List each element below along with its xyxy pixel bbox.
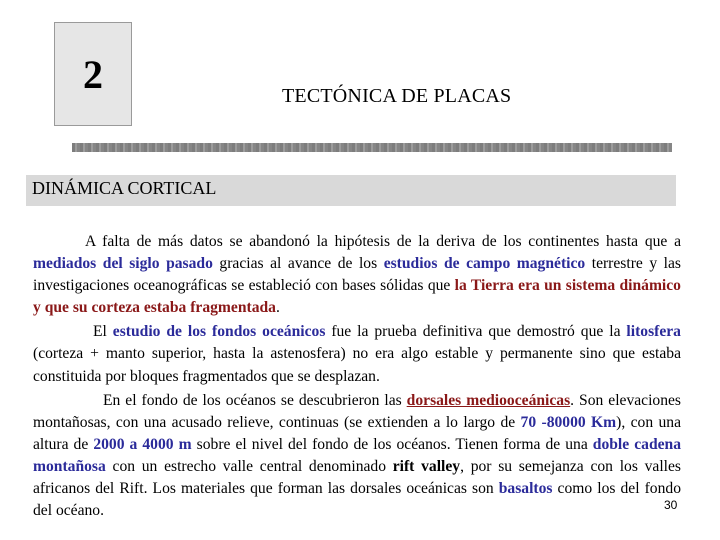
- keyword-fondos-oceanicos: estudio de los fondos oceánicos: [112, 323, 326, 341]
- text-run: terrestre y las investigaciones oceanográficas se estableció con bases sólidas que: [33, 255, 681, 295]
- keyword-tierra-dinamica: la Tierra era un sistema dinámico y que su corteza estaba fragmentada: [33, 277, 681, 317]
- page-title: TECTÓNICA DE PLACAS: [282, 85, 512, 107]
- page-number: 30: [664, 498, 678, 512]
- paragraph-3: [33, 390, 681, 523]
- keyword-dorsales: dorsales mediooceánicas: [406, 391, 571, 409]
- text-run: A falta de más datos se abandonó la hipótesis de la deriva de los continentes hasta que a: [85, 233, 681, 250]
- text-run: ), con una altura de: [33, 413, 682, 453]
- text-run: como los del fondo del océano.: [33, 480, 681, 520]
- chapter-number: 2: [83, 51, 103, 97]
- keyword-longitud: 70 -80000 Km: [520, 413, 617, 431]
- text-run: fue la prueba definitiva que demostró que la: [325, 323, 627, 341]
- text-run: sobre el nivel del fondo de los océanos. Tienen forma de una: [191, 435, 593, 453]
- text-run: El: [93, 323, 113, 341]
- text-run: , por su semejanza con los valles africanos del Rift. Los materiales que forman las dorsales oceánicas son: [33, 457, 681, 498]
- text-run: (corteza + manto superior, hasta la astenosfera) no era algo estable y permanente sino que estaba constituida por bloques fragmentados que se desplazan.: [33, 345, 681, 385]
- keyword-altura: 2000 a 4000 m: [93, 435, 192, 453]
- body-text: [33, 231, 681, 522]
- keyword-mediados: mediados del siglo pasado: [33, 255, 213, 273]
- keyword-litosfera: litosfera: [626, 323, 681, 341]
- title-divider: [72, 143, 672, 152]
- keyword-doble-cadena: doble cadena montañosa: [33, 435, 682, 475]
- text-run: .: [275, 299, 280, 317]
- keyword-basaltos: basaltos: [498, 480, 553, 498]
- keyword-campo-magnetico: estudios de campo magnético: [383, 255, 586, 273]
- section-header-band: [26, 175, 676, 206]
- text-run: . Son elevaciones montañosas, con una acusado relieve, continuas (se extienden a lo largo de: [33, 391, 682, 431]
- section-heading: DINÁMICA CORTICAL: [32, 178, 217, 198]
- paragraph-1: [33, 231, 681, 319]
- paragraph-2: [33, 321, 681, 387]
- text-run: En el fondo de los océanos se descubrieron las: [103, 391, 407, 409]
- keyword-rift-valley: rift valley: [392, 457, 461, 475]
- text-run: gracias al avance de los: [212, 255, 384, 273]
- chapter-number-box: [54, 22, 132, 126]
- text-run: con un estrecho valle central denominado: [105, 457, 393, 475]
